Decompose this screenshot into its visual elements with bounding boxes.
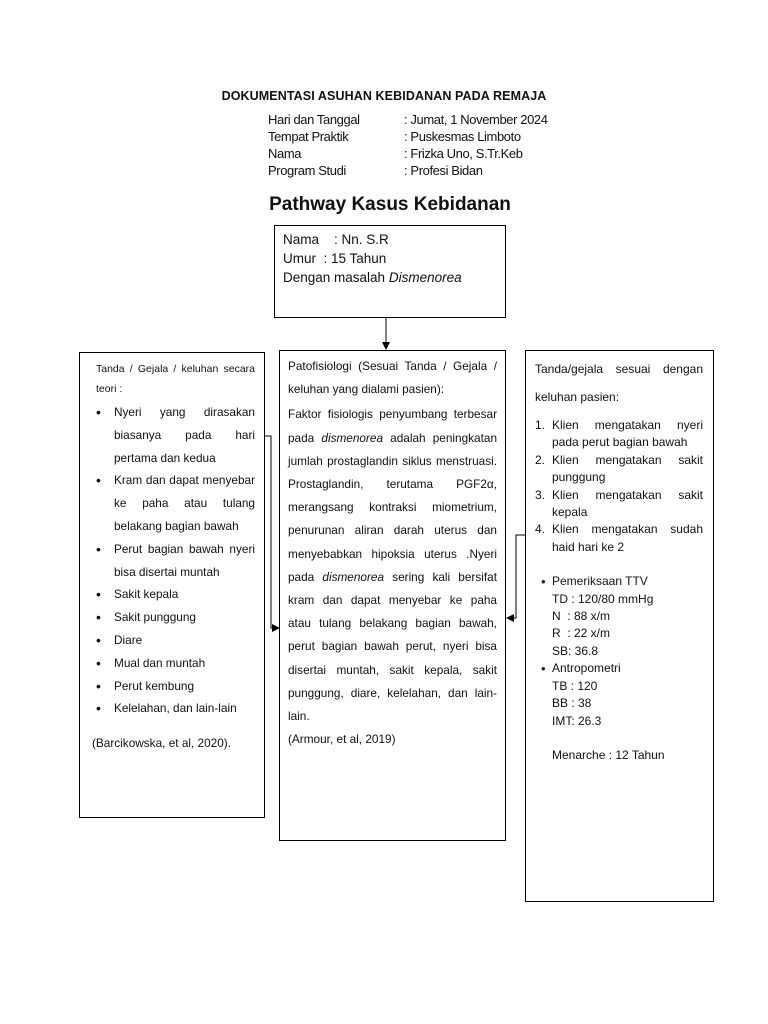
meta-label: Hari dan Tanggal — [268, 112, 360, 127]
term-dismenorea: dismenorea — [322, 569, 385, 584]
list-item — [535, 521, 703, 556]
list-item — [535, 487, 703, 522]
patient-problem — [283, 268, 497, 287]
patient-name: Nama : Nn. S.R — [283, 232, 389, 247]
patient-signs-list — [535, 417, 703, 556]
anthro-heading: • Antropometri — [541, 660, 703, 677]
text-segment: Faktor fisiologis penyumbang terbesar pada — [288, 407, 497, 445]
exam-section — [535, 573, 703, 764]
item-number: 1. — [535, 418, 546, 432]
patient-identity-box — [274, 225, 506, 318]
text-segment: sering kali bersifat kram dan dapat menyebar ke paha atau tulang belakang bagian bawah, perut bagian bawah perut, nyeri bisa disertai muntah, sakit kepala, sakit punggung, diare, kelelahan, dan lain-lain. — [288, 569, 497, 724]
meta-label: Nama — [268, 146, 302, 161]
ttv-heading: • Pemeriksaan TTV — [541, 573, 703, 590]
patient-age: Umur : 15 Tahun — [283, 251, 387, 266]
ttv-n: N : 88 x/m — [552, 609, 611, 624]
meta-value: : Puskesmas Limboto — [404, 129, 521, 144]
theory-signs-box — [79, 352, 265, 818]
pathophysiology-heading: Patofisiologi (Sesuai Tanda / Gejala / keluhan yang dialami pasien): — [288, 359, 497, 397]
list-item — [535, 417, 703, 452]
list-item: • Kelelahan, dan lain-lain — [96, 697, 255, 720]
theory-intro: Tanda / Gejala / keluhan secara teori : — [96, 363, 255, 395]
meta-value: : Frizka Uno, S.Tr.Keb — [404, 146, 523, 161]
item-text: Klien mengatakan sakit punggung — [552, 452, 703, 485]
patient-signs-intro: Tanda/gejala sesuai dengan keluhan pasien: — [535, 362, 703, 404]
item-text: Klien mengatakan sudah haid hari ke 2 — [552, 522, 703, 554]
list-item: • Nyeri yang dirasakan biasanya pada hari pertama dan kedua — [96, 401, 255, 469]
list-item: • Diare — [96, 629, 255, 652]
meta-label: Tempat Praktik — [268, 129, 349, 144]
item-number: 2. — [535, 452, 546, 467]
theory-list — [96, 401, 255, 720]
theory-citation: (Barcikowska, et al, 2020). — [92, 736, 231, 751]
patient-signs-box — [525, 350, 714, 902]
pathway-title: Pathway Kasus Kebidanan — [269, 194, 511, 215]
meta-value: : Profesi Bidan — [404, 163, 483, 178]
patient-problem-prefix: Dengan masalah — [283, 270, 389, 285]
pathophysiology-box — [279, 350, 506, 841]
arrow-signs-to-pathophysiology — [507, 535, 525, 618]
meta-value: : Jumat, 1 November 2024 — [404, 112, 548, 127]
list-item: • Sakit punggung — [96, 606, 255, 629]
term-dismenorea: dismenorea — [321, 430, 384, 445]
list-item: • Perut bagian bawah nyeri bisa disertai muntah — [96, 538, 255, 584]
item-text: Klien mengatakan nyeri pada perut bagian bawah — [552, 418, 703, 450]
document-title: DOKUMENTASI ASUHAN KEBIDANAN PADA REMAJA — [221, 89, 547, 103]
item-text: Klien mengatakan sakit kepala — [552, 487, 703, 520]
meta-label: Program Studi — [268, 163, 346, 178]
anthro-bb: BB : 38 — [552, 696, 592, 711]
ttv-sb: SB: 36.8 — [552, 643, 599, 658]
ttv-r: R : 22 x/m — [552, 626, 611, 641]
arrow-theory-to-pathophysiology — [265, 436, 279, 628]
text-segment: adalah peningkatan jumlah prostaglandin siklus menstruasi. Prostaglandin, terutama PGF2α, merangsang kontraksi miometrium, penurunan aliran darah uterus dan menyebabkan hipoksia uterus .Nyeri pada — [288, 430, 498, 584]
item-number: 3. — [535, 487, 546, 502]
list-item: • Mual dan muntah — [96, 652, 255, 675]
pathophysiology-citation: (Armour, et al, 2019) — [288, 732, 396, 747]
list-item: • Kram dan dapat menyebar ke paha atau tulang belakang bagian bawah — [96, 469, 255, 537]
menarche: Menarche : 12 Tahun — [552, 747, 665, 762]
ttv-td: TD : 120/80 mmHg — [552, 591, 654, 606]
pathophysiology-text — [288, 403, 497, 728]
list-item: • Perut kembung — [96, 675, 255, 698]
list-item — [535, 452, 703, 487]
anthro-imt: IMT: 26.3 — [552, 713, 602, 728]
anthro-tb: TB : 120 — [552, 678, 598, 693]
patient-problem-term: Dismenorea — [388, 270, 462, 285]
list-item: • Sakit kepala — [96, 583, 255, 606]
item-number: 4. — [535, 522, 546, 537]
